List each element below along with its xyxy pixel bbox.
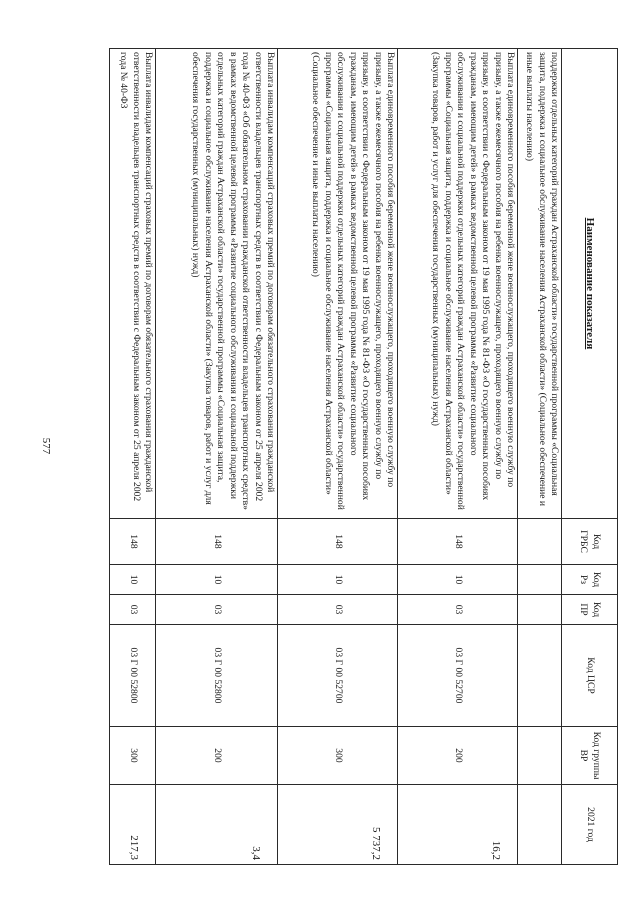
row-grbs: 148: [278, 519, 398, 565]
row-pr: 03: [156, 595, 278, 625]
row-csr: 03 Г 00 52800: [110, 625, 156, 727]
row-vr: 200: [156, 727, 278, 785]
row-grbs: 148: [110, 519, 156, 565]
budget-table: [109, 48, 618, 865]
header-year: 2021 год: [562, 785, 618, 865]
row-amount: 217,3: [110, 785, 156, 865]
row-rz: 10: [278, 565, 398, 595]
row-name: Выплата инвалидам компенсаций страховых премий по договорам обязательного страхования гражданской ответственности владельцев транспортных средств в соответствии с Федеральным законом от 25 апреля 2002 года № 40-ФЗ: [110, 49, 156, 519]
row-amount: 5 737,2: [278, 785, 398, 865]
row-rz: 10: [398, 565, 518, 595]
table-row: [398, 49, 518, 865]
row-csr: 03 Г 00 52800: [156, 625, 278, 727]
row-name: Выплата единовременного пособия беременной жене военнослужащего, проходящего военную службу по призыву, а также ежемесячного пособия на ребенка военнослужащего, проходящего военную службу по призыву, в соответствии с Федеральным законом от 19 мая 1995 года № 81-ФЗ «О государственных пособиях гражданам, имеющим детей» в рамках ведомственной целевой программы «Развитие социального обслуживания и социальной поддержки отдельных категорий граждан Астраханской области» государственной программы «Социальная защита, поддержка и социальное обслуживание населения Астраханской области» (Закупка товаров, работ и услуг для обеспечения государственных (муниципальных) нужд): [398, 49, 518, 519]
table-row: [156, 49, 278, 865]
header-grbs: Код ГРБС: [562, 519, 618, 565]
row-csr: 03 Г 00 52700: [398, 625, 518, 727]
row-vr: [518, 727, 562, 785]
row-name: Выплата единовременного пособия беременной жене военнослужащего, проходящего военную службу по призыву, а также ежемесячного пособия на ребенка военнослужащего, проходящего военную службу по призыву, в соответствии с Федеральным законом от 19 мая 1995 года № 81-ФЗ «О государственных пособиях гражданам, имеющим детей» в рамках ведомственной целевой программы «Развитие социального обслуживания и социальной поддержки отдельных категорий граждан Астраханской области» государственной программы «Социальная защита, поддержка и социальное обслуживание населения Астраханской области» (Социальное обеспечение и иные выплаты населению): [278, 49, 398, 519]
page-number: 577: [40, 437, 52, 455]
header-vr: Код группы ВР: [562, 727, 618, 785]
header-csr: Код ЦСР: [562, 625, 618, 727]
row-pr: 03: [398, 595, 518, 625]
row-amount: [518, 785, 562, 865]
row-rz: 10: [110, 565, 156, 595]
row-grbs: 148: [398, 519, 518, 565]
table-row: [278, 49, 398, 865]
row-grbs: 148: [156, 519, 278, 565]
row-csr: [518, 625, 562, 727]
row-pr: [518, 595, 562, 625]
row-rz: [518, 565, 562, 595]
row-name: Выплата инвалидам компенсаций страховых премий по договорам обязательного страхования гражданской ответственности владельцев транспортных средств в соответствии с Федеральным законом от 25 апреля 2002 года № 40-ФЗ «Об обязательном страховании гражданской ответственности владельцев транспортных средств» в рамках ведомственной целевой программы «Развитие социального обслуживания и социальной поддержки отдельных категорий граждан Астраханской области» государственной программы «Социальная защита, поддержка и социальное обслуживание населения Астраханской области» (Закупка товаров, работ и услуг для обеспечения государственных (муниципальных) нужд): [156, 49, 278, 519]
header-name: Наименование показателя: [562, 49, 618, 519]
row-rz: 10: [156, 565, 278, 595]
row-amount: 16,2: [398, 785, 518, 865]
row-csr: 03 Г 00 52700: [278, 625, 398, 727]
row-name: поддержки отдельных категорий граждан Астраханской области» государственной программы «Социальная защита, поддержка и социальное обслуживание населения Астраханской области» (Социальное обеспечение и иные выплаты населению): [518, 49, 562, 519]
row-amount: 3,4: [156, 785, 278, 865]
header-pr: Код ПР: [562, 595, 618, 625]
row-grbs: [518, 519, 562, 565]
table-row: [110, 49, 156, 865]
row-pr: 03: [278, 595, 398, 625]
header-rz: Код Рз: [562, 565, 618, 595]
row-vr: 200: [398, 727, 518, 785]
row-vr: 300: [110, 727, 156, 785]
row-pr: 03: [110, 595, 156, 625]
table-row: [518, 49, 562, 865]
rotated-page: [110, 48, 618, 864]
table-header-row: [562, 49, 618, 865]
row-vr: 300: [278, 727, 398, 785]
